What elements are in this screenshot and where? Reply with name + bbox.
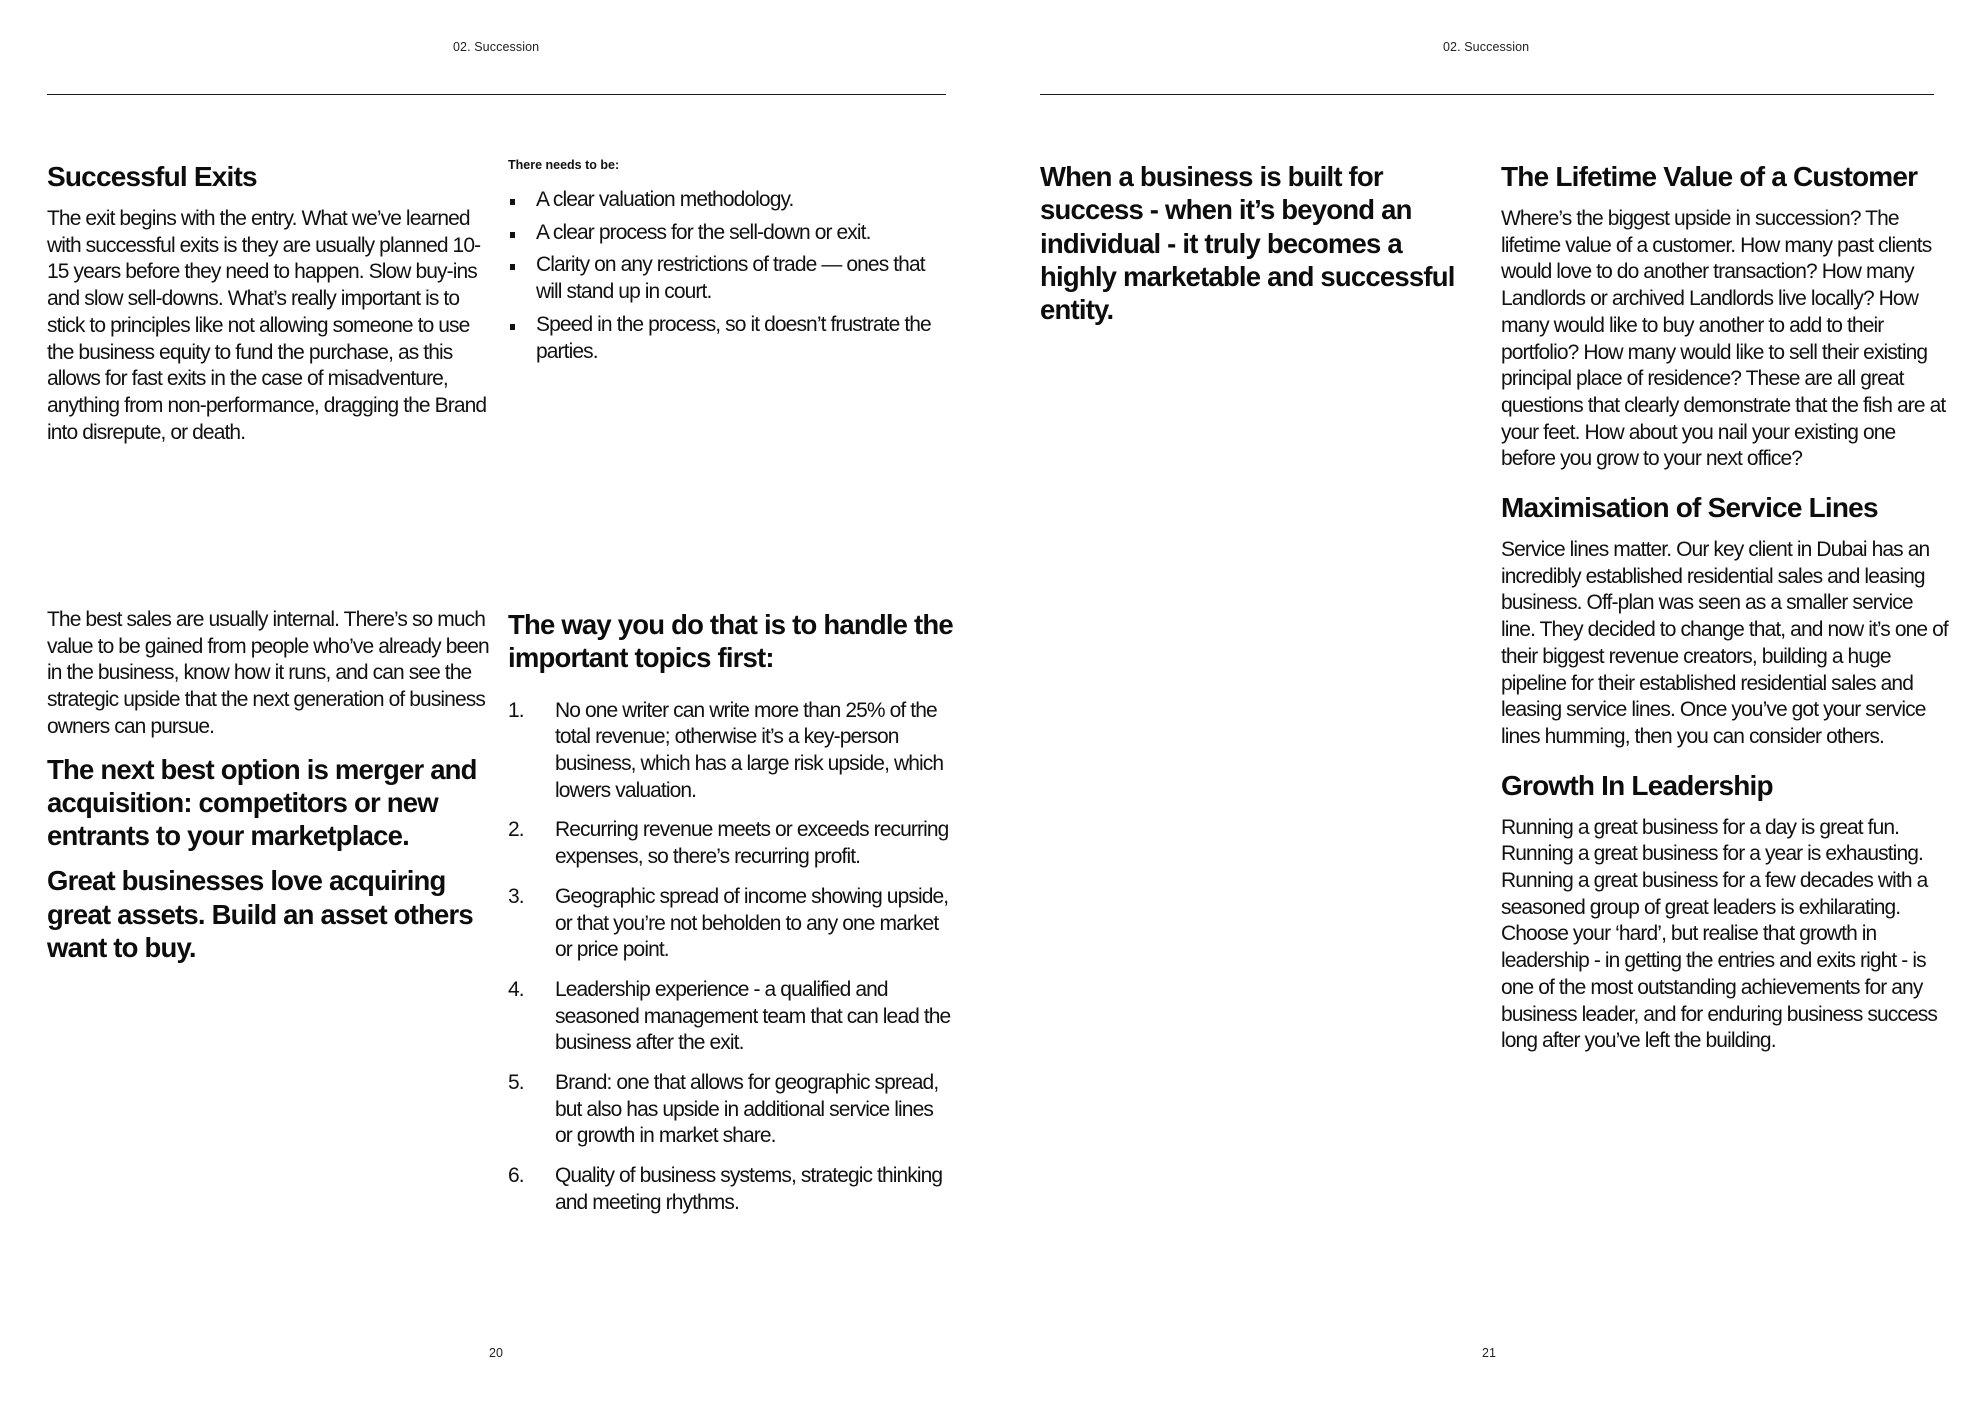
bullet-icon bbox=[510, 324, 515, 330]
header-rule bbox=[1040, 94, 1934, 95]
callout-assets: Great businesses love acquiring great assets. Build an asset others want to buy. bbox=[47, 865, 473, 963]
list-item: 6. Quality of business systems, strategic thinking and meeting rhythms. bbox=[508, 1164, 943, 1214]
list-item: 2. Recurring revenue meets or exceeds recurring expenses, so there’s recurring profit. bbox=[508, 818, 949, 869]
lifetime-value-section bbox=[1501, 160, 1949, 473]
page-number: 20 bbox=[489, 1346, 503, 1360]
list-item: A clear valuation methodology. bbox=[508, 187, 948, 214]
running-head: 02. Succession bbox=[453, 40, 540, 54]
important-topics-heading: The way you do that is to handle the important topics first: bbox=[508, 609, 953, 674]
page-number: 21 bbox=[1482, 1346, 1496, 1360]
section-heading: The Lifetime Value of a Customer bbox=[1501, 161, 1918, 192]
list-item: 1. No one writer can write more than 25% of the total revenue; otherwise it’s a key-person business, which has a large risk upside, which lowers valuation. bbox=[508, 698, 944, 802]
important-topics-section bbox=[508, 608, 954, 1230]
header-rule bbox=[47, 94, 946, 95]
bullet-icon bbox=[510, 199, 515, 205]
section-body: Where’s the biggest upside in succession? The lifetime value of a customer. How many past clients would love to do another transaction? How many Landlords or archived Landlords live locally? How many would like to buy another to add to their portfolio? How many would like to sell their existing principal place of residence? These are all great questions that clearly demonstrate that the fish are at your feet. How about you nail your existing one before you grow to your next office? bbox=[1501, 207, 1946, 471]
pull-quote: When a business is built for success - when it’s beyond an individual - it truly becomes a highly marketable and successful entity. bbox=[1040, 161, 1455, 326]
list-item: Speed in the process, so it doesn’t frustrate the parties. bbox=[508, 312, 948, 365]
list-item: A clear process for the sell-down or exit. bbox=[508, 220, 948, 247]
list-item: 3. Geographic spread of income showing upside, or that you’re not beholden to any one market or price point. bbox=[508, 884, 949, 962]
right-page bbox=[992, 0, 1984, 1403]
requirements-list bbox=[508, 187, 948, 365]
requirements-label: There needs to be: bbox=[508, 158, 620, 172]
section-body: The exit begins with the entry. What we’ve learned with successful exits is they are usually planned 10-15 years before they need to happen. Slow buy-ins and slow sell-downs. What’s really important is to stick to principles like not allowing someone to use the business equity to fund the purchase, as this allows for fast exits in the case of misadventure, anything from non-performance, dragging the Brand into disrepute, or death. bbox=[47, 207, 487, 444]
right-sections bbox=[1501, 160, 1949, 1055]
growth-leadership-section bbox=[1501, 769, 1949, 1055]
running-head: 02. Succession bbox=[1443, 40, 1530, 54]
important-topics-list bbox=[508, 698, 954, 1217]
pull-quote-section bbox=[1040, 160, 1460, 326]
bullet-icon bbox=[510, 264, 515, 270]
successful-exits-section bbox=[47, 160, 487, 446]
internal-sales-body: The best sales are usually internal. There’s so much value to be gained from people who’ve already been in the business, know how it runs, and can see the strategic upside that the next generation of business owners can pursue. bbox=[47, 608, 489, 738]
section-heading: Successful Exits bbox=[47, 161, 257, 192]
requirements-section bbox=[508, 158, 948, 371]
bullet-icon bbox=[510, 232, 515, 238]
section-body: Running a great business for a day is great fun. Running a great business for a year is exhausting. Running a great business for a few decades with a seasoned group of great leaders is exhilarating. Choose your ‘hard’, but realise that growth in leadership - in getting the entries and exits right - is one of the most outstanding achievements for any business leader, and for enduring business success long after you’ve left the building. bbox=[1501, 815, 1937, 1053]
section-heading: Maximisation of Service Lines bbox=[1501, 492, 1878, 524]
internal-sales-section bbox=[47, 607, 493, 964]
service-lines-section bbox=[1501, 491, 1949, 751]
callout-merger: The next best option is merger and acquisition: competitors or new entrants to your marketplace. bbox=[47, 753, 477, 852]
section-body: Service lines matter. Our key client in Dubai has an incredibly established residential sales and leasing business. Off-plan was seen as a smaller service line. They decided to change that, and now it’s one of their biggest revenue creators, building a huge pipeline for their established residential sales and leasing service lines. Once you’ve got your service lines humming, then you can consider others. bbox=[1501, 538, 1948, 748]
list-item: 4. Leadership experience - a qualified and seasoned management team that can lead the business after the exit. bbox=[508, 977, 951, 1055]
section-heading: Growth In Leadership bbox=[1501, 769, 1773, 801]
list-item: Clarity on any restrictions of trade — ones that will stand up in court. bbox=[508, 252, 948, 305]
list-item: 5. Brand: one that allows for geographic spread, but also has upside in additional service lines or growth in market share. bbox=[508, 1071, 939, 1148]
